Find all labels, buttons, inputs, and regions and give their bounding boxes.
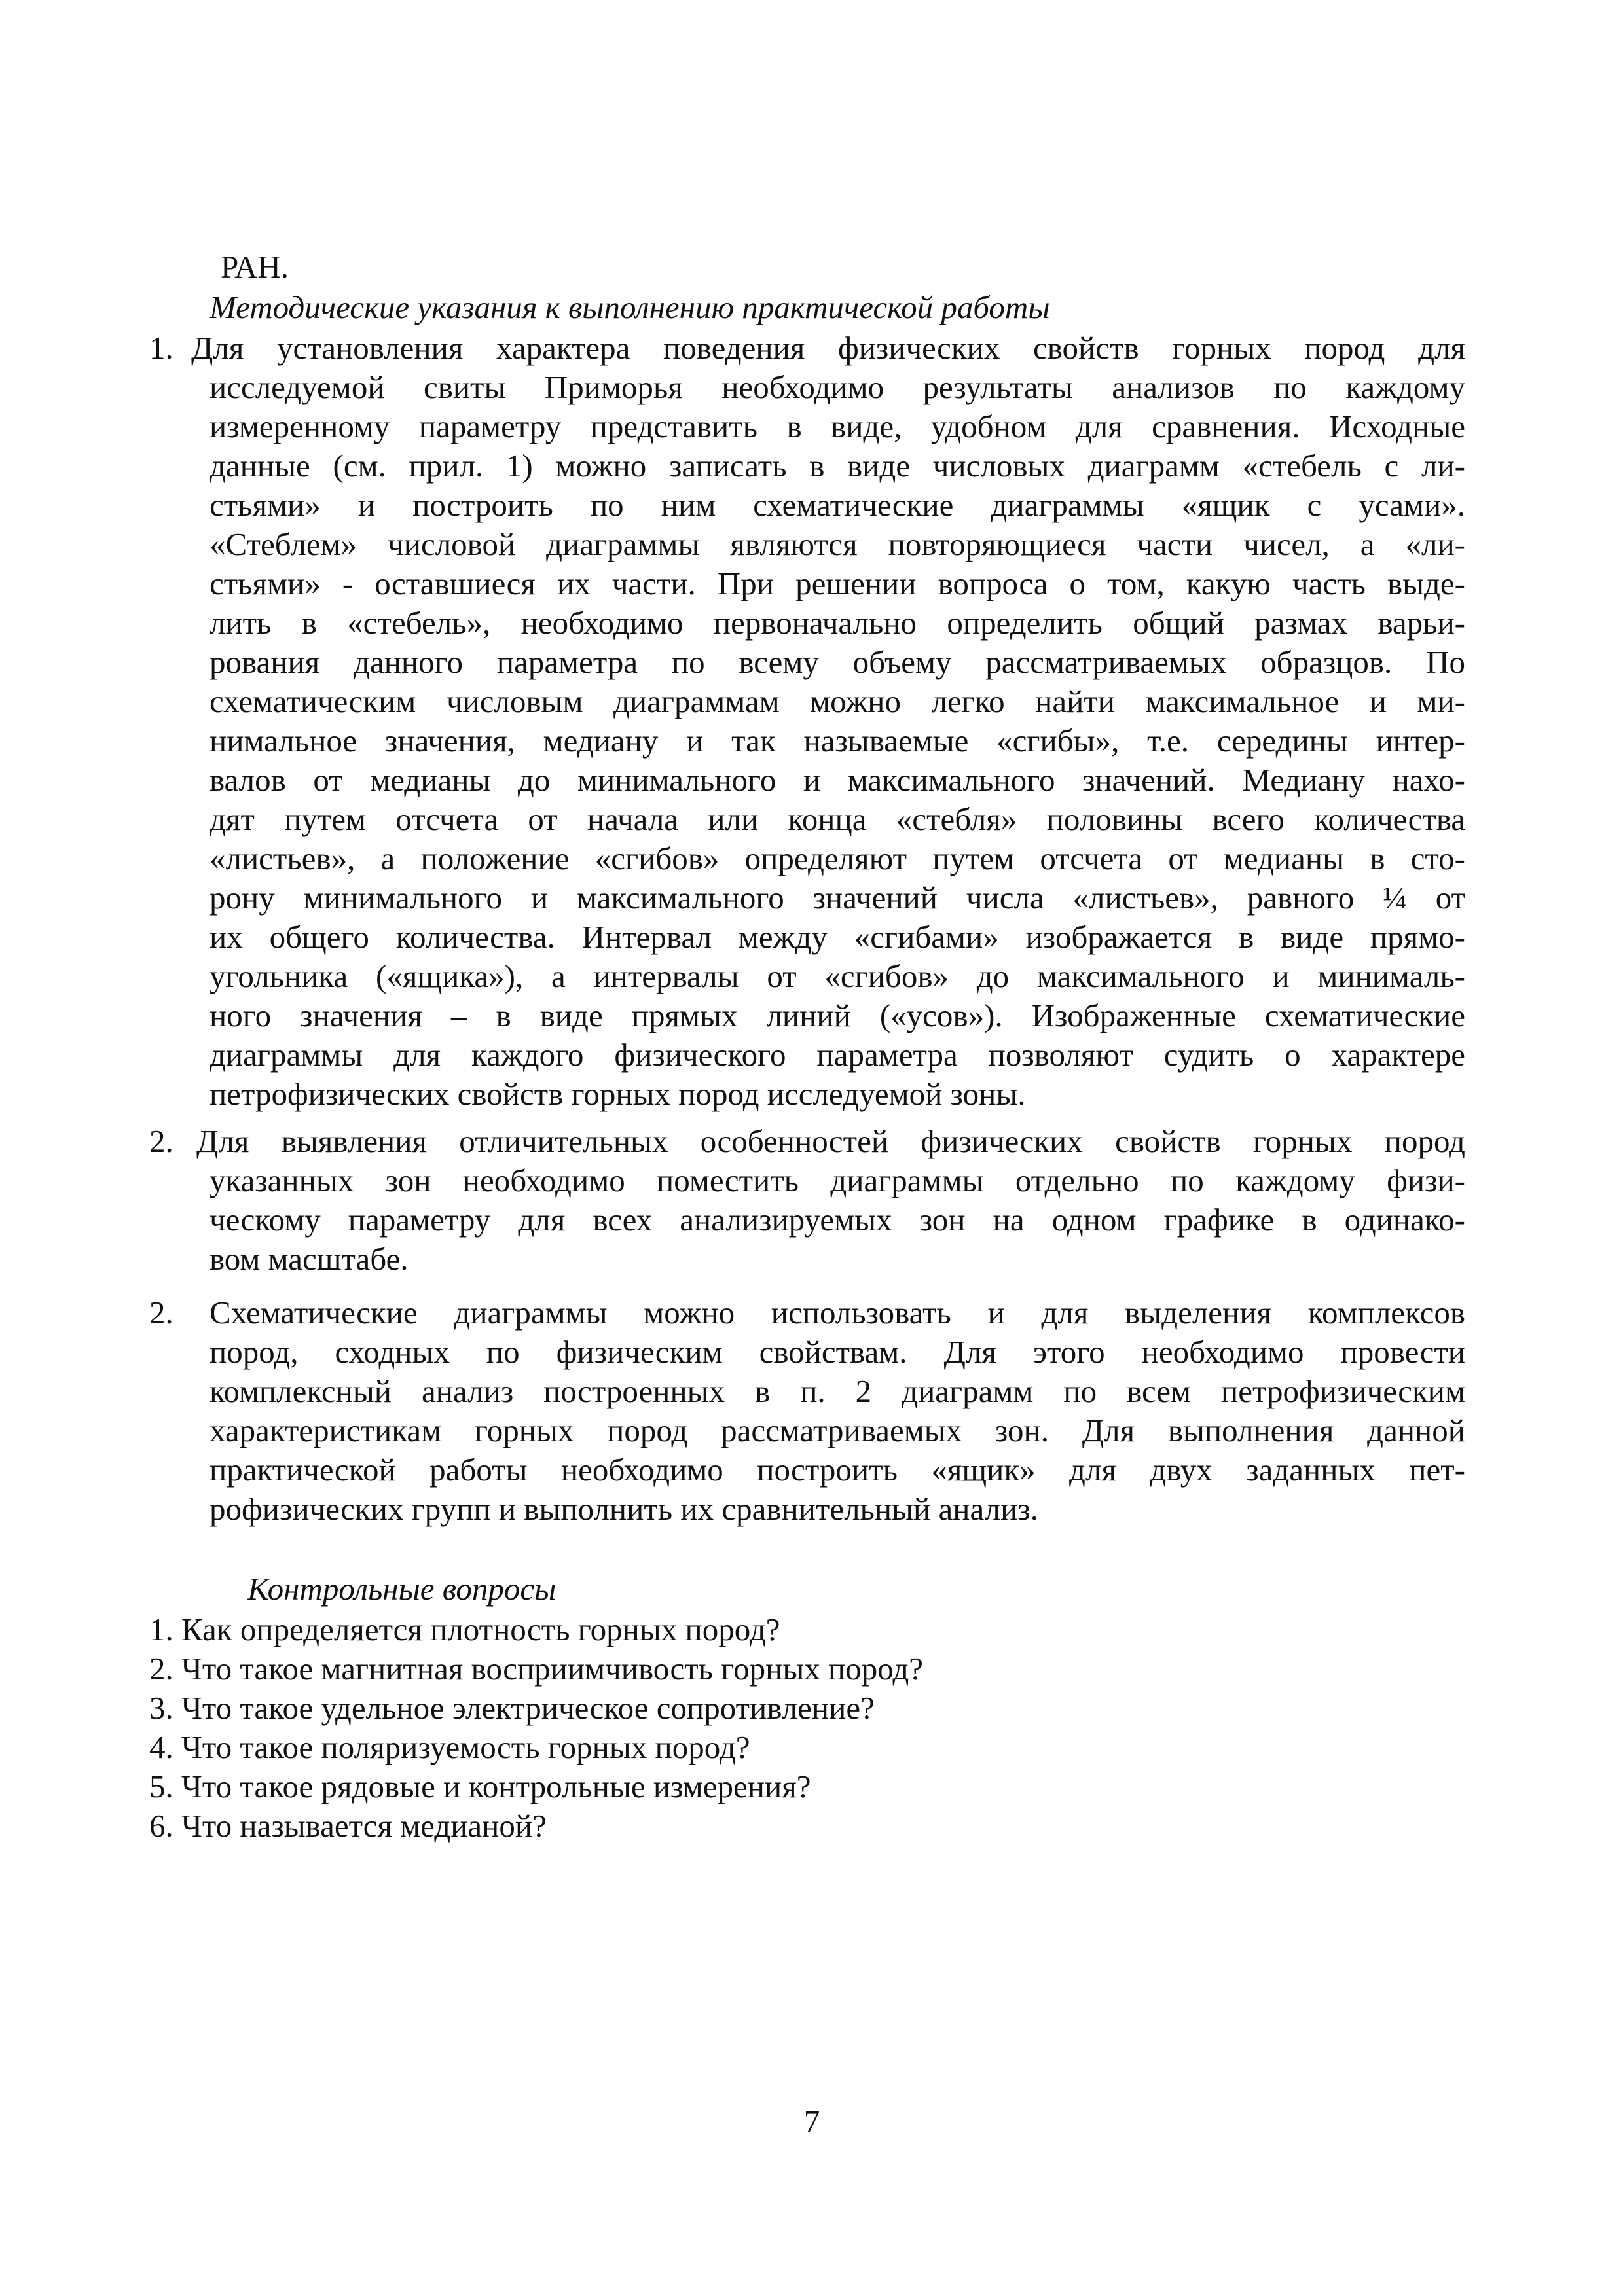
text-line: «листьев», а положение «сгибов» определяют путем отсчета от медианы в сто-: [210, 840, 1465, 876]
page-number: 7: [803, 2104, 820, 2140]
text-line: рофизических групп и выполнить их сравнительный анализ.: [210, 1491, 1038, 1527]
text-line: вом масштабе.: [210, 1241, 409, 1277]
text-line: исследуемой свиты Приморья необходимо результаты анализов по каждому: [210, 369, 1465, 405]
text-line: угольника («ящика»), а интервалы от «сгибов» до максимального и минималь-: [210, 958, 1465, 994]
text-line: дят путем отсчета от начала или конца «стебля» половины всего количества: [210, 801, 1465, 837]
item-number: 2.: [149, 1295, 173, 1331]
text-line: Для выявления отличительных особенностей физических свойств горных пород: [196, 1123, 1465, 1159]
text-line: рону минимального и максимального значений числа «листьев», равного ¼ от: [210, 880, 1465, 916]
text-line: практической работы необходимо построить «ящик» для двух заданных пет-: [210, 1452, 1465, 1488]
question-item: 3. Что такое удельное электрическое сопротивление?: [149, 1690, 875, 1726]
text-line: Для установления характера поведения физических свойств горных пород для: [191, 330, 1465, 366]
text-line: петрофизических свойств горных пород исследуемой зоны.: [210, 1076, 1026, 1112]
section-title: Методические указания к выполнению практической работы: [210, 289, 1050, 325]
control-questions-title: Контрольные вопросы: [247, 1571, 556, 1607]
text-line: ческому параметру для всех анализируемых зон на одном графике в одинако-: [210, 1202, 1465, 1238]
text-line: пород, сходных по физическим свойствам. Для этого необходимо провести: [210, 1334, 1465, 1370]
question-item: 4. Что такое поляризуемость горных пород?: [149, 1729, 750, 1765]
text-line: Схематические диаграммы можно использовать и для выделения комплексов: [210, 1295, 1465, 1331]
text-line: измеренному параметру представить в виде, удобном для сравнения. Исходные: [210, 408, 1465, 444]
text-line: «Стеблем» числовой диаграммы являются повторяющиеся части чисел, а «ли-: [210, 526, 1465, 562]
text-line: валов от медианы до минимального и максимального значений. Медиану нахо-: [210, 762, 1465, 798]
text-line: указанных зон необходимо поместить диаграммы отдельно по каждому физи-: [210, 1162, 1465, 1198]
text-line: их общего количества. Интервал между «сгибами» изображается в виде прямо-: [210, 919, 1465, 955]
continuation-text: РАН.: [221, 249, 289, 285]
item-number: 1.: [149, 330, 173, 366]
question-item: 2. Что такое магнитная восприимчивость горных пород?: [149, 1651, 924, 1687]
question-item: 5. Что такое рядовые и контрольные измерения?: [149, 1768, 811, 1804]
text-line: данные (см. прил. 1) можно записать в виде числовых диаграмм «стебель с ли-: [210, 448, 1465, 484]
text-line: комплексный анализ построенных в п. 2 диаграмм по всем петрофизическим: [210, 1373, 1465, 1409]
item-number: 2.: [149, 1123, 173, 1159]
text-line: ного значения – в виде прямых линий («усов»). Изображенные схематические: [210, 997, 1465, 1033]
text-line: диаграммы для каждого физического параметра позволяют судить о характере: [210, 1037, 1465, 1073]
question-item: 6. Что называется медианой?: [149, 1808, 547, 1844]
text-line: нимальное значения, медиану и так называемые «сгибы», т.е. середины интер-: [210, 723, 1465, 759]
text-line: характеристикам горных пород рассматриваемых зон. Для выполнения данной: [210, 1412, 1465, 1448]
text-line: рования данного параметра по всему объему рассматриваемых образцов. По: [210, 644, 1465, 680]
text-line: стьями» и построить по ним схематические диаграммы «ящик с усами».: [210, 487, 1465, 523]
text-line: стьями» - оставшиеся их части. При решении вопроса о том, какую часть выде-: [210, 565, 1465, 601]
text-line: схематическим числовым диаграммам можно легко найти максимальное и ми-: [210, 683, 1465, 719]
text-line: лить в «стебель», необходимо первоначально определить общий размах варьи-: [210, 605, 1465, 641]
question-item: 1. Как определяется плотность горных пород?: [149, 1611, 780, 1647]
